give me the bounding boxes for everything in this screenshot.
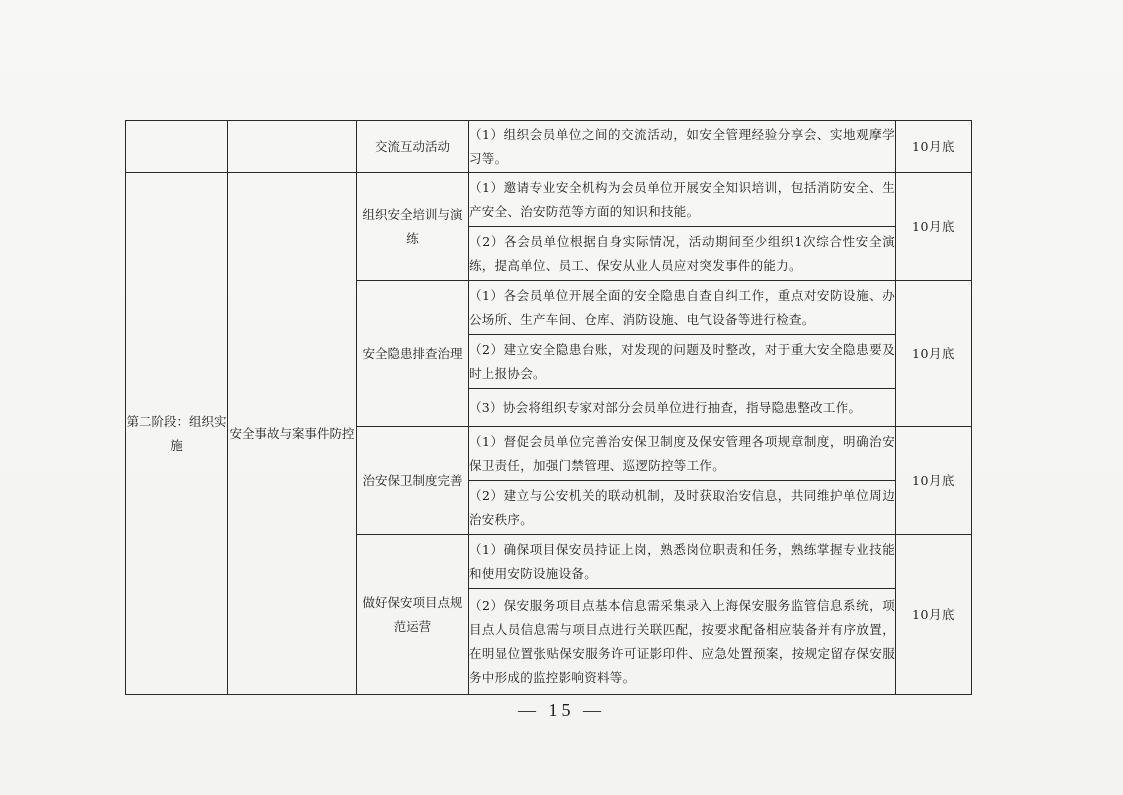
content-cell: （1）组织会员单位之间的交流活动，如安全管理经验分享会、实地观摩学习等。	[469, 121, 896, 173]
content-cell: （2）建立与公安机关的联动机制，及时获取治安信息，共同维护单位周边治安秩序。	[469, 481, 896, 535]
table-row	[126, 173, 972, 227]
item-cell: 交流互动活动	[357, 121, 469, 173]
category-cell-empty	[228, 121, 357, 173]
content-cell: （1）督促会员单位完善治安保卫制度及保安管理各项规章制度，明确治安保卫责任，加强门禁管理、巡逻防控等工作。	[469, 427, 896, 481]
content-cell: （3）协会将组织专家对部分会员单位进行抽查，指导隐患整改工作。	[469, 389, 896, 427]
content-cell: （1）邀请专业安全机构为会员单位开展安全知识培训，包括消防安全、生产安全、治安防范等方面的知识和技能。	[469, 173, 896, 227]
page-number: — 15 —	[518, 700, 605, 720]
deadline-cell: 10月底	[896, 121, 972, 173]
item-cell: 治安保卫制度完善	[357, 427, 469, 535]
content-cell: （1）确保项目保安员持证上岗，熟悉岗位职责和任务，熟练掌握专业技能和使用安防设施设备。	[469, 535, 896, 589]
deadline-cell: 10月底	[896, 535, 972, 695]
stage-cell-empty	[126, 121, 228, 173]
content-cell: （2）建立安全隐患台账，对发现的问题及时整改，对于重大安全隐患要及时上报协会。	[469, 335, 896, 389]
item-cell: 安全隐患排查治理	[357, 281, 469, 427]
work-plan-table	[125, 120, 972, 695]
deadline-cell: 10月底	[896, 173, 972, 281]
deadline-cell: 10月底	[896, 427, 972, 535]
deadline-cell: 10月底	[896, 281, 972, 427]
content-cell: （1）各会员单位开展全面的安全隐患自查自纠工作，重点对安防设施、办公场所、生产车间、仓库、消防设施、电气设备等进行检查。	[469, 281, 896, 335]
stage-cell: 第二阶段：组织实施	[126, 173, 228, 695]
content-cell: （2）保安服务项目点基本信息需采集录入上海保安服务监管信息系统，项目点人员信息需与项目点进行关联匹配，按要求配备相应装备并有序放置，在明显位置张贴保安服务许可证影印件、应急处置预案，按规定留存保安服务中形成的监控影响资料等。	[469, 589, 896, 695]
item-cell: 组织安全培训与演练	[357, 173, 469, 281]
table-row	[126, 121, 972, 173]
category-cell: 安全事故与案事件防控	[228, 173, 357, 695]
item-cell: 做好保安项目点规范运营	[357, 535, 469, 695]
content-cell: （2）各会员单位根据自身实际情况，活动期间至少组织1次综合性安全演练，提高单位、员工、保安从业人员应对突发事件的能力。	[469, 227, 896, 281]
